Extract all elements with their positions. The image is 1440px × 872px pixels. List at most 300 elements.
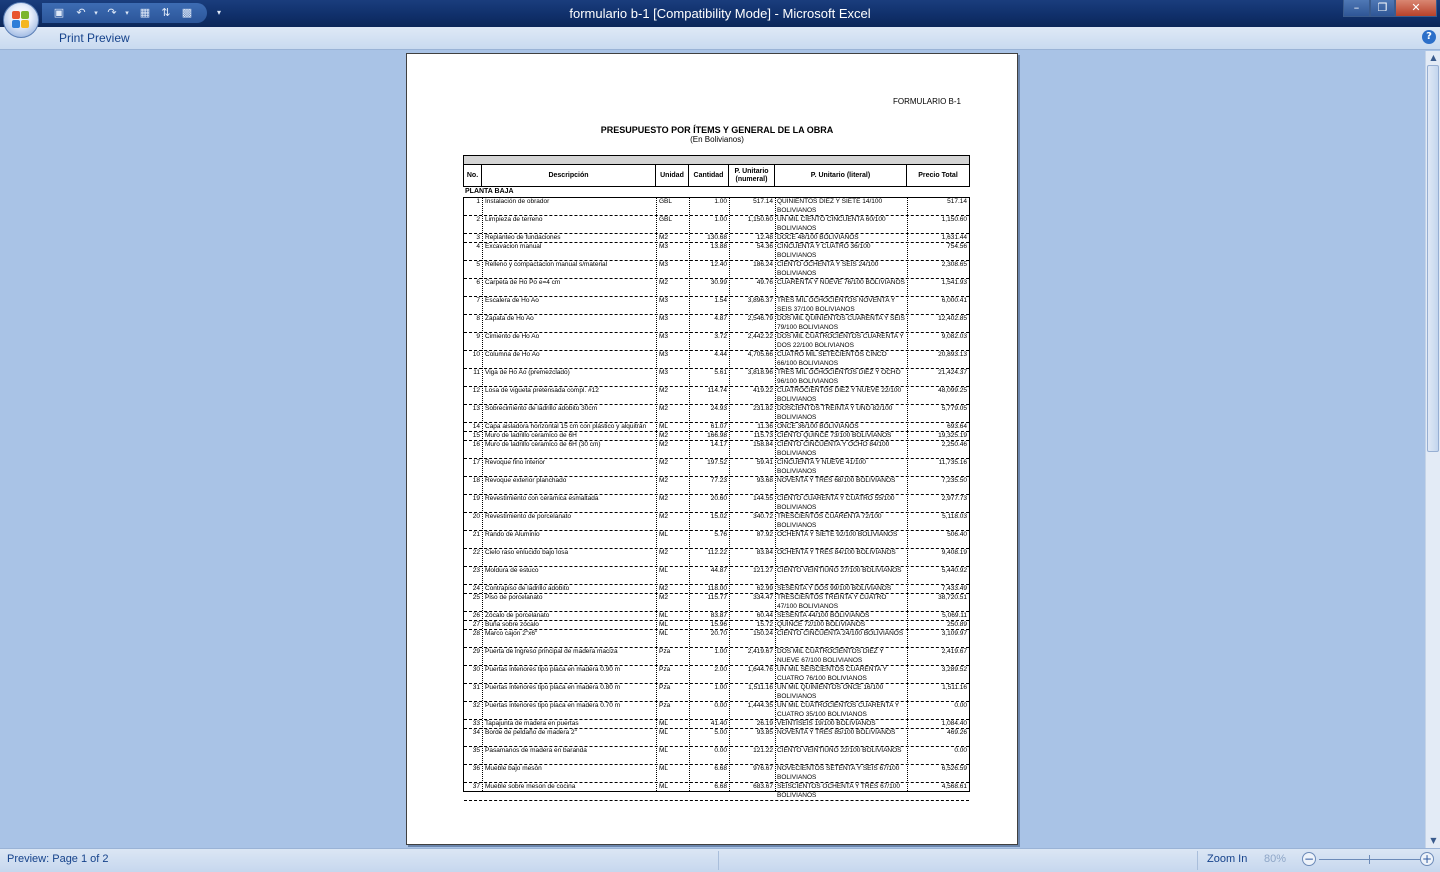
table-row: [464, 594, 969, 612]
cell-no: 37: [472, 783, 480, 790]
cell-unit: M2: [659, 495, 669, 502]
cell-unit-price-literal: SEISCIENTOS OCHENTA Y TRES 67/100 BOLIVIANOS: [777, 783, 900, 799]
cell-unit-price-literal: UN MIL QUINIENTOS ONCE 16/100 BOLIVIANOS: [777, 684, 884, 700]
cell-unit: M2: [659, 234, 669, 241]
cell-unit-price-literal: TRESCIENTOS TREINTA Y CUATRO 47/100 BOLIVIANOS: [777, 594, 887, 610]
cell-unit-price: 1,444.35: [747, 702, 773, 709]
cell-total: 2,308.65: [941, 261, 967, 268]
cell-unit-price-literal: CIENTO VEINTIUNO 22/100 BOLIVIANOS: [777, 747, 902, 754]
cell-unit: GBL: [659, 198, 673, 205]
cell-no: 7: [476, 297, 480, 304]
cell-unit-price: 4,705.66: [747, 351, 773, 358]
cell-no: 17: [472, 459, 480, 466]
cell-unit-price: 15.72: [756, 621, 773, 628]
cell-unit-price-literal: CINCUENTA Y NUEVE 41/100 BOLIVIANOS: [777, 459, 866, 475]
header-pu-numeral-line1: P. Unitario: [734, 167, 769, 175]
cell-unit-price: 83.84: [756, 549, 773, 556]
cell-no: 36: [472, 765, 480, 772]
cell-unit-price: 3,896.37: [747, 297, 773, 304]
cell-description: Sobrecimiento de ladrillo adobito 30cm: [485, 405, 598, 412]
cell-unit-price: 150.24: [753, 630, 773, 637]
cell-total: 7,235.50: [941, 477, 967, 484]
cell-quantity: 1.54: [714, 297, 727, 304]
redo-dropdown-icon[interactable]: ▾: [125, 9, 129, 17]
preview-page-status: Preview: Page 1 of 2: [7, 853, 109, 865]
cell-unit-price-literal: CUATRO MIL SETECIENTOS CINCO 66/100 BOLIVIANOS: [777, 351, 887, 367]
table-row: [464, 702, 969, 720]
cell-total: 506.40: [947, 531, 967, 538]
cell-quantity: 2.00: [714, 666, 727, 673]
cell-unit: ML: [659, 765, 669, 772]
cell-total: 1,631.44: [941, 234, 967, 241]
cell-unit-price: 231.82: [753, 405, 773, 412]
cell-unit: M3: [659, 297, 669, 304]
cell-quantity: 4.44: [714, 351, 727, 358]
table-row: [464, 369, 969, 387]
cell-unit-price: 2,442.22: [747, 333, 773, 340]
cell-description: Columna de Ho Ao: [485, 351, 540, 358]
cell-unit-price-literal: DOS MIL CUATROCIENTOS CUARENTA Y DOS 22/100 BOLIVIANOS: [777, 333, 904, 349]
header-pu-numeral: [729, 165, 775, 186]
cell-unit: M2: [659, 387, 669, 394]
cell-unit: ML: [659, 621, 669, 628]
table-row: [464, 513, 969, 531]
cell-no: 11: [473, 369, 480, 376]
cell-total: 1,084.40: [941, 720, 967, 727]
zoom-level: 80%: [1264, 853, 1287, 865]
table-header: [463, 165, 970, 187]
table-row: [464, 531, 969, 549]
cell-total: 754.56: [947, 243, 967, 250]
cell-unit-price: 1,150.60: [747, 216, 773, 223]
cell-quantity: 83.87: [710, 612, 727, 619]
cell-description: Viga de Ho Ao (premezclado): [485, 369, 570, 376]
table-row: [464, 729, 969, 747]
cell-quantity: 24.93: [710, 405, 727, 412]
cell-quantity: 14.17: [710, 441, 727, 448]
cell-quantity: 44.87: [710, 567, 727, 574]
cell-unit: ML: [659, 729, 669, 736]
table-row: [464, 720, 969, 729]
cell-total: 250.89: [947, 621, 967, 628]
table-row: [464, 648, 969, 666]
cell-description: Zócalo de porcelanato: [485, 612, 550, 619]
cell-quantity: 61.07: [710, 423, 727, 430]
cell-no: 13: [472, 405, 480, 412]
cell-total: 20,893.13: [938, 351, 967, 358]
cell-unit: M3: [659, 333, 669, 340]
cell-unit: M2: [659, 441, 669, 448]
restore-button[interactable]: ❐: [1370, 0, 1395, 17]
table-row: [464, 216, 969, 234]
table-row: [464, 423, 969, 432]
cell-no: 1: [476, 198, 480, 205]
cell-total: 1,511.16: [942, 684, 967, 691]
table-row: [464, 297, 969, 315]
cell-unit: M3: [659, 351, 669, 358]
cell-total: 6,526.59: [941, 765, 967, 772]
undo-icon[interactable]: ↶: [76, 6, 86, 19]
cell-description: Mueble bajo mesón: [485, 765, 542, 772]
cell-no: 21: [472, 531, 480, 538]
cell-unit-price-literal: OCHENTA Y TRES 84/100 BOLIVIANOS: [777, 549, 896, 556]
cell-quantity: 41.40: [710, 720, 727, 727]
minimize-button[interactable]: –: [1343, 0, 1370, 17]
scroll-up-icon[interactable]: ▲: [1430, 53, 1437, 62]
cell-unit-price-literal: TRES MIL OCHOCIENTOS DIEZ Y OCHO 96/100 BOLIVIANOS: [777, 369, 901, 385]
cell-unit-price-literal: CIENTO CUARENTA Y CUATRO 55/100 BOLIVIANOS: [777, 495, 895, 511]
cell-unit-price: 59.41: [756, 459, 773, 466]
cell-unit: M2: [659, 279, 669, 286]
cell-quantity: 13.88: [710, 243, 727, 250]
cell-unit-price-literal: ONCE 36/100 BOLIVIANOS: [777, 423, 859, 430]
cell-total: 5,779.05: [941, 405, 967, 412]
cell-unit-price-literal: CIENTO VEINTIUNO 27/100 BOLIVIANOS: [777, 567, 902, 574]
cell-unit-price: 87.92: [756, 531, 773, 538]
cell-description: Pasamanos de madera en baranda: [485, 747, 587, 754]
cell-description: Cielo raso enlucido bajo losa: [485, 549, 569, 556]
cell-unit-price: 115.73: [753, 432, 773, 439]
cell-no: 9: [476, 333, 480, 340]
save-icon[interactable]: ▣: [53, 6, 65, 19]
print-preview-icon[interactable]: ▦: [139, 6, 151, 19]
table-row: [464, 279, 969, 297]
cell-no: 32: [472, 702, 480, 709]
cell-unit: ML: [659, 630, 669, 637]
header-cantidad: Cantidad: [689, 165, 729, 186]
cell-total: 517.14: [947, 198, 967, 205]
cell-unit: Pza: [659, 702, 671, 709]
cell-total: 19,325.19: [938, 432, 967, 439]
cell-no: 20: [472, 513, 480, 520]
cell-unit: M3: [659, 315, 669, 322]
cell-description: Puertas interiores tipo placa en madera 0.70 m: [485, 702, 621, 709]
cell-description: Losa de vigueta pretensada compl. #12: [485, 387, 599, 394]
table-row: [464, 333, 969, 351]
cell-total: 21,424.37: [938, 369, 967, 376]
cell-no: 28: [472, 630, 480, 637]
status-bar: [0, 848, 1440, 872]
cell-total: 48,099.25: [938, 387, 967, 394]
header-unidad: Unidad: [656, 165, 689, 186]
close-button[interactable]: ✕: [1395, 0, 1437, 17]
cell-unit-price: 62.99: [756, 585, 773, 592]
document-subtitle: (En Bolivianos): [690, 135, 744, 144]
cell-no: 33: [472, 720, 480, 727]
header-band: [463, 155, 970, 165]
scrollbar-thumb[interactable]: [1427, 65, 1439, 452]
cell-unit-price: 683.67: [753, 783, 773, 790]
cell-description: Muro de ladrillo ceramico de 6H (30 cm): [485, 441, 601, 448]
cell-unit-price-literal: UN MIL CIENTO CINCUENTA 60/100 BOLIVIANOS: [777, 216, 886, 232]
cell-unit: ML: [659, 747, 669, 754]
cell-no: 6: [476, 279, 480, 286]
cell-total: 5,069.11: [942, 612, 967, 619]
cell-no: 15: [472, 432, 480, 439]
cell-total: 6,000.41: [941, 297, 967, 304]
vertical-scrollbar[interactable]: [1425, 51, 1440, 848]
cell-unit: M2: [659, 432, 669, 439]
cell-unit-price-literal: TRESCIENTOS CUARENTA 72/100 BOLIVIANOS: [777, 513, 882, 529]
cell-unit: M2: [659, 549, 669, 556]
cell-quantity: 114.74: [707, 387, 727, 394]
cell-total: 9,082.03: [941, 333, 967, 340]
cell-unit-price: 340.72: [753, 513, 773, 520]
cell-quantity: 0.00: [714, 747, 727, 754]
cell-unit-price: 60.44: [756, 612, 773, 619]
print-icon[interactable]: ▩: [181, 6, 193, 19]
status-separator: [1197, 851, 1198, 870]
cell-unit-price: 976.67: [753, 765, 773, 772]
cell-description: Carpeta de Ho Po e=4 cm: [485, 279, 561, 286]
cell-total: 4,568.61: [941, 783, 967, 790]
cell-total: 5,118.03: [942, 513, 967, 520]
cell-no: 5: [476, 261, 480, 268]
table-row: [464, 441, 969, 459]
office-button[interactable]: [3, 2, 39, 38]
cell-description: Relleno y compactacion manual s/material: [485, 261, 608, 268]
cell-unit-price: 121.22: [753, 747, 773, 754]
cell-description: Mueble sobre meson de cocina: [485, 783, 576, 790]
cell-unit-price: 93.85: [756, 729, 773, 736]
cell-total: 7,433.49: [941, 585, 967, 592]
cell-unit-price-literal: NOVECIENTOS SETENTA Y SEIS 67/100 BOLIVIANOS: [777, 765, 900, 781]
cell-total: 3,289.52: [941, 666, 967, 673]
cell-quantity: 130.68: [707, 234, 727, 241]
cell-unit-price: 12.48: [756, 234, 773, 241]
cell-unit: M3: [659, 243, 669, 250]
cell-unit-price-literal: SESENTA Y DOS 99/100 BOLIVIANOS: [777, 585, 892, 592]
header-precio-total: Precio Total: [918, 171, 958, 179]
document-title: PRESUPUESTO POR ÍTEMS Y GENERAL DE LA OBRA: [600, 125, 834, 135]
cell-unit-price: 54.36: [756, 243, 773, 250]
cell-unit: M3: [659, 261, 669, 268]
cell-quantity: 3.72: [714, 333, 727, 340]
cell-quantity: 1.00: [714, 216, 727, 223]
cell-no: 14: [472, 423, 480, 430]
section-title: PLANTA BAJA: [465, 188, 514, 195]
cell-no: 31: [472, 684, 480, 691]
cell-quantity: 15.02: [710, 513, 727, 520]
zoom-in-label[interactable]: Zoom In: [1207, 853, 1248, 865]
header-pu-numeral-line2: (numeral): [735, 175, 768, 183]
table-row: [464, 585, 969, 594]
cell-total: 0.00: [954, 747, 967, 754]
cell-unit-price: 3,818.96: [747, 369, 773, 376]
cell-no: 18: [472, 477, 480, 484]
status-separator: [718, 851, 719, 870]
cell-unit-price-literal: NOVENTA Y TRES 68/100 BOLIVIANOS: [777, 477, 896, 484]
cell-quantity: 197.52: [707, 459, 727, 466]
cell-description: Replanteo de fundaciones: [485, 234, 561, 241]
cell-unit-price: 2,419.67: [747, 648, 773, 655]
sort-icon[interactable]: ⇅: [161, 6, 171, 19]
cell-unit: M2: [659, 477, 669, 484]
cell-no: 3: [476, 234, 480, 241]
cell-unit-price: 1,511.16: [748, 684, 773, 691]
table-row: [464, 630, 969, 648]
cell-unit-price-literal: CUARENTA Y NUEVE 76/100 BOLIVIANOS: [777, 279, 905, 286]
help-icon[interactable]: ?: [1422, 30, 1436, 44]
cell-no: 8: [476, 315, 480, 322]
cell-unit-price: 158.84: [753, 441, 773, 448]
cell-total: 469.26: [947, 729, 967, 736]
cell-description: Marco cajon 2"x6": [485, 630, 538, 637]
print-preview-page: [406, 53, 1018, 845]
header-no: No.: [464, 165, 482, 186]
cell-unit: ML: [659, 612, 669, 619]
cell-unit: Pza: [659, 648, 671, 655]
cell-description: Muro de ladrillo ceramico de 6H: [485, 432, 577, 439]
cell-no: 4: [476, 243, 480, 250]
cell-description: Revoque fino interior: [485, 459, 545, 466]
cell-unit-price-literal: QUINCE 72/100 BOLIVIANOS: [777, 621, 866, 628]
table-row: [464, 351, 969, 369]
form-label: FORMULARIO B-1: [893, 97, 962, 106]
redo-icon[interactable]: ↷: [107, 6, 117, 19]
cell-quantity: 4.87: [714, 315, 727, 322]
scroll-down-icon[interactable]: ▼: [1430, 836, 1437, 845]
cell-description: Zapata de Ho Ao: [485, 315, 534, 322]
cell-unit: M3: [659, 369, 669, 376]
cell-quantity: 77.23: [710, 477, 727, 484]
header-pu-literal: P. Unitario (literal): [775, 165, 907, 186]
cell-description: Contrapiso de ladrillo adobito: [485, 585, 570, 592]
cell-unit-price-literal: CIENTO QUINCE 73/100 BOLIVIANOS: [777, 432, 892, 439]
table-row: [464, 783, 969, 801]
cell-unit-price-literal: DOCE 48/100 BOLIVIANOS: [777, 234, 859, 241]
table-row: [464, 387, 969, 405]
table-row: [464, 243, 969, 261]
cell-no: 35: [472, 747, 480, 754]
cell-description: Limpieza de terreno: [485, 216, 543, 223]
cell-quantity: 1.00: [714, 684, 727, 691]
cell-no: 34: [472, 729, 480, 736]
cell-description: Puerta de ingreso principal de madera maciza: [485, 648, 618, 655]
cell-unit-price: 186.24: [753, 261, 773, 268]
cell-description: Tapajunta de madera en puertas: [485, 720, 579, 727]
cell-description: Borde de peldaño de madera 2": [485, 729, 577, 736]
cell-no: 30: [472, 666, 480, 673]
table-row: [464, 432, 969, 441]
cell-no: 2: [476, 216, 480, 223]
cell-unit-price-literal: CIENTO OCHENTA Y SEIS 24/100 BOLIVIANOS: [777, 261, 879, 277]
cell-no: 29: [472, 648, 480, 655]
cell-quantity: 115.77: [707, 594, 727, 601]
cell-total: 2,419.67: [941, 648, 967, 655]
header-descripcion: Descripción: [482, 165, 656, 186]
cell-unit: ML: [659, 567, 669, 574]
cell-quantity: 1.00: [714, 648, 727, 655]
cell-unit-price: 11.36: [757, 423, 773, 430]
cell-unit: M2: [659, 459, 669, 466]
cell-description: Revestimiento de porcelanato: [485, 513, 571, 520]
table-row: [464, 549, 969, 567]
cell-unit-price: 334.47: [753, 594, 773, 601]
cell-total: 38,720.51: [938, 594, 967, 601]
cell-total: 12,402.85: [938, 315, 967, 322]
cell-quantity: 12.40: [710, 261, 727, 268]
title-bar: [0, 0, 1440, 27]
cell-description: Instalación de obrador: [485, 198, 550, 205]
cell-description: Moldura de estuco: [485, 567, 539, 574]
cell-quantity: 112.22: [707, 549, 727, 556]
cell-unit: ML: [659, 783, 669, 790]
cell-unit-price: 517.14: [753, 198, 773, 205]
table-row: [464, 315, 969, 333]
cell-quantity: 5.76: [714, 531, 727, 538]
table-row: [464, 198, 969, 216]
table-row: [464, 747, 969, 765]
cell-no: 10: [472, 351, 480, 358]
cell-total: 11,735.16: [938, 459, 967, 466]
table-body: [463, 197, 970, 799]
cell-quantity: 30.99: [710, 279, 727, 286]
table-row: [464, 612, 969, 621]
cell-description: Excavacion manual: [485, 243, 542, 250]
cell-unit-price-literal: CUATROCIENTOS DIEZ Y NUEVE 22/100 BOLIVIANOS: [777, 387, 902, 403]
cell-total: 2,250.46: [941, 441, 967, 448]
table-row: [464, 765, 969, 783]
cell-quantity: 20.70: [710, 630, 727, 637]
zoom-out-icon[interactable]: −: [1303, 852, 1315, 866]
table-row: [464, 567, 969, 585]
cell-unit-price: 419.22: [753, 387, 773, 394]
tab-print-preview[interactable]: Print Preview: [59, 31, 130, 45]
cell-no: 24: [472, 585, 480, 592]
cell-unit: M2: [659, 513, 669, 520]
cell-unit-price-literal: SESENTA 44/100 BOLIVIANOS: [777, 612, 870, 619]
cell-unit: M2: [659, 594, 669, 601]
zoom-slider-thumb[interactable]: [1369, 855, 1370, 864]
table-row: [464, 261, 969, 279]
cell-description: Rando de Aluminio: [485, 531, 540, 538]
cell-unit-price: 1,644.76: [747, 666, 773, 673]
cell-total: 1,150.60: [941, 216, 967, 223]
cell-quantity: 6.68: [714, 783, 727, 790]
cell-no: 12: [472, 387, 480, 394]
cell-no: 22: [472, 549, 480, 556]
cell-unit-price: 144.55: [753, 495, 773, 502]
zoom-in-icon[interactable]: +: [1421, 852, 1433, 866]
cell-quantity: 1.00: [714, 198, 727, 205]
cell-unit: ML: [659, 423, 669, 430]
customize-toolbar-icon[interactable]: ▾: [216, 8, 221, 17]
cell-unit-price-literal: QUINIENTOS DIEZ Y SIETE 14/100 BOLIVIANOS: [777, 198, 883, 214]
cell-no: 26: [472, 612, 480, 619]
cell-quantity: 118.00: [707, 585, 727, 592]
cell-unit: ML: [659, 531, 669, 538]
cell-unit-price: 93.68: [756, 477, 773, 484]
cell-description: Puertas interiores tipo placa en madera 0.80 m: [485, 684, 621, 691]
cell-unit-price-literal: DOSCIENTOS TREINTA Y UNO 82/100 BOLIVIANOS: [777, 405, 893, 421]
table-row: [464, 495, 969, 513]
cell-quantity: 5.00: [714, 729, 727, 736]
cell-total: 9,408.19: [941, 549, 967, 556]
cell-unit-price-literal: CIENTO CINCUENTA Y OCHO 84/100 BOLIVIANOS: [777, 441, 890, 457]
cell-unit: M2: [659, 585, 669, 592]
undo-dropdown-icon[interactable]: ▾: [94, 9, 98, 17]
cell-unit-price: 2,546.79: [747, 315, 773, 322]
cell-total: 1,541.93: [941, 279, 967, 286]
cell-quantity: 15.96: [710, 621, 727, 628]
cell-unit-price-literal: DOS MIL CUATROCIENTOS DIEZ Y NUEVE 67/100 BOLIVIANOS: [777, 648, 884, 664]
window-title: formulario b-1 [Compatibility Mode] - Microsoft Excel: [569, 6, 871, 21]
cell-no: 19: [472, 495, 480, 502]
table-row: [464, 234, 969, 243]
cell-unit: GBL: [659, 216, 673, 223]
cell-total: 3,109.97: [941, 630, 967, 637]
